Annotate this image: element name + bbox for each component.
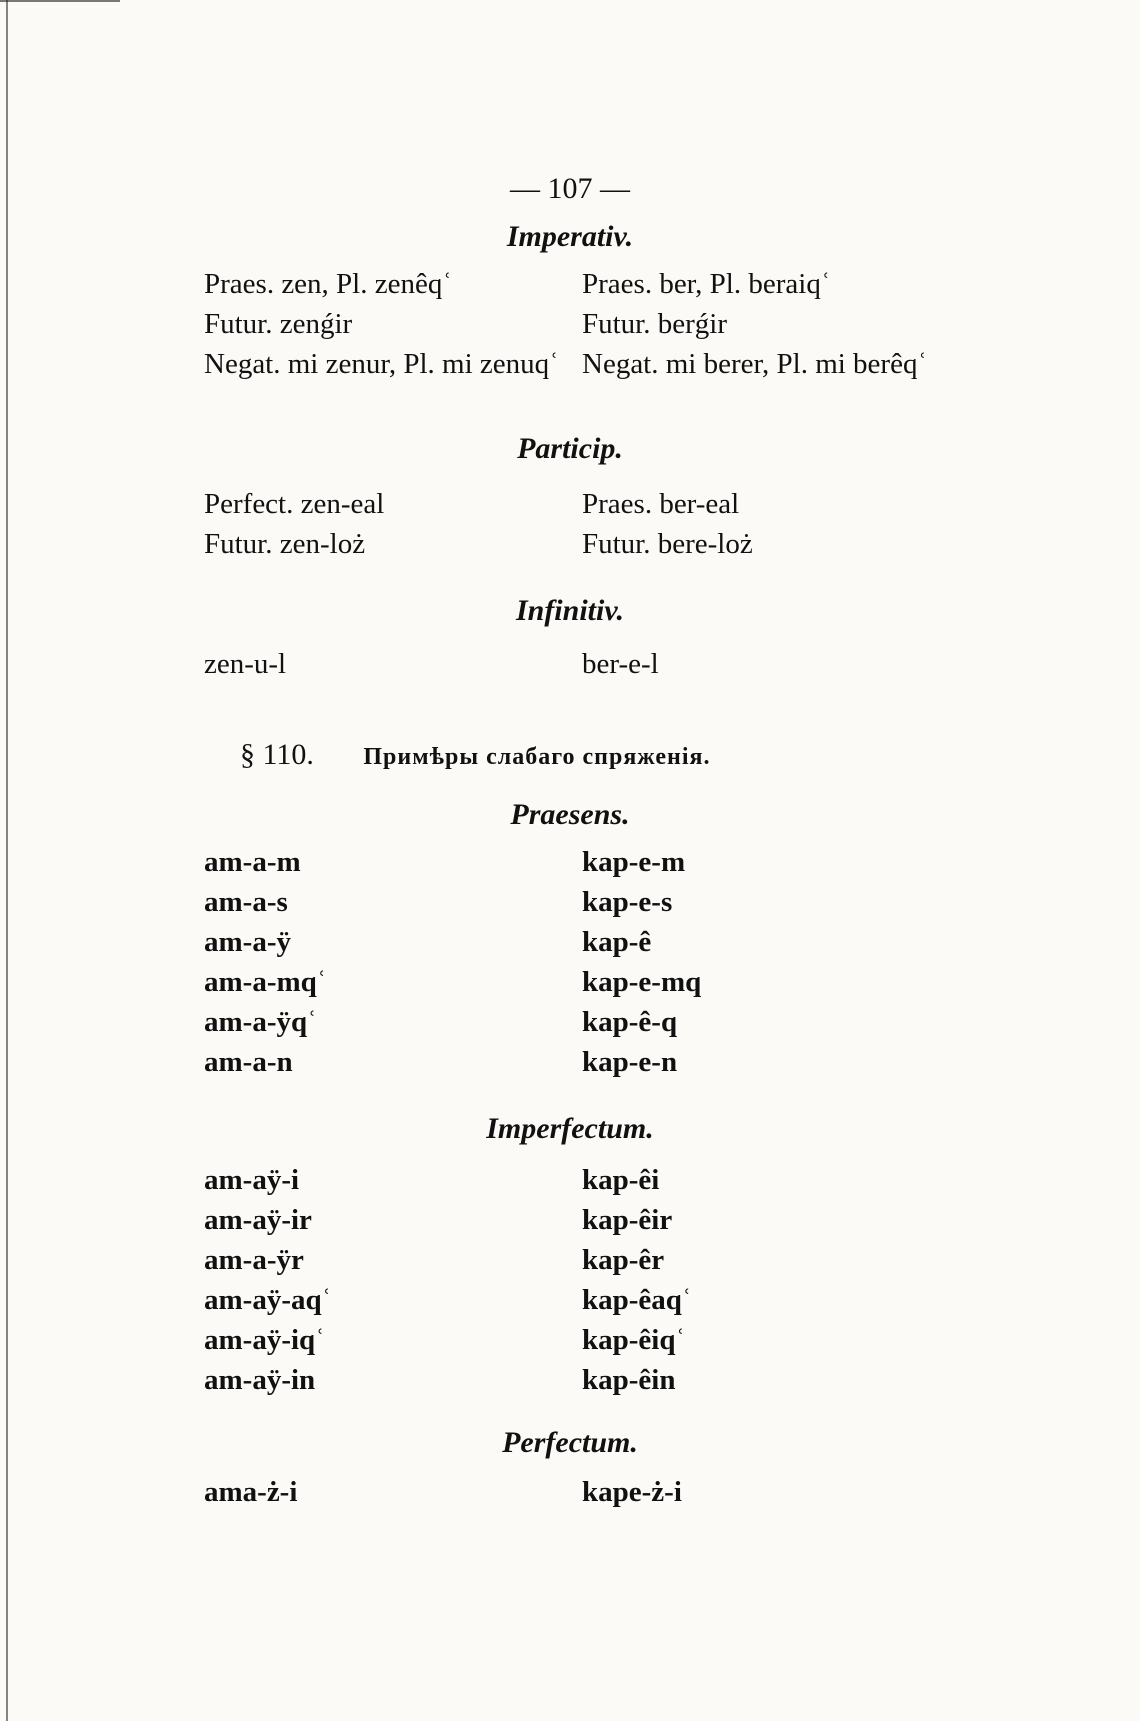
imperativ-right-line: Praes. ber, Pl. beraiqʿ xyxy=(582,268,831,300)
praesens-left-line: am-a-n xyxy=(204,1046,293,1078)
particip-left-line: Perfect. zen-eal xyxy=(204,488,385,520)
heading-imperfectum: Imperfectum. xyxy=(486,1112,654,1145)
heading-particip: Particip. xyxy=(517,432,623,465)
section-number: § 110. xyxy=(240,738,314,771)
heading-infinitiv: Infinitiv. xyxy=(515,594,625,627)
praesens-left-line: am-a-s xyxy=(204,886,288,918)
praesens-right-line: kap-ê xyxy=(582,926,652,958)
particip-right-line: Futur. bere-loż xyxy=(582,528,753,560)
imperfectum-left-line: am-aÿ-iqʿ xyxy=(204,1324,325,1356)
praesens-left-line: am-a-ÿ xyxy=(204,926,291,958)
praesens-right-line: kap-e-m xyxy=(582,846,686,878)
perfectum-left-line: ama-ż-i xyxy=(204,1476,298,1508)
imperfectum-right-line: kap-êi xyxy=(582,1164,660,1196)
perfectum-right-line: kape-ż-i xyxy=(582,1476,682,1508)
imperfectum-right-line: kap-êir xyxy=(582,1204,673,1236)
particip-right-line: Praes. ber-eal xyxy=(582,488,740,520)
section-title: Примѣры слабаго спряженія. xyxy=(363,744,711,770)
heading-praesens: Praesens. xyxy=(510,798,630,831)
praesens-right-line: kap-e-mq xyxy=(582,966,702,998)
imperativ-left-line: Negat. mi zenur, Pl. mi zenuqʿ xyxy=(204,348,559,380)
imperfectum-right-line: kap-êin xyxy=(582,1364,676,1396)
imperfectum-left-line: am-aÿ-i xyxy=(204,1164,300,1196)
imperativ-left-line: Praes. zen, Pl. zenêqʿ xyxy=(204,268,453,300)
page-top-edge-line xyxy=(0,0,120,2)
page-number: — 107 — xyxy=(510,172,630,205)
praesens-right-line: kap-e-s xyxy=(582,886,673,918)
heading-imperativ: Imperativ. xyxy=(506,220,634,253)
infinitiv-left-line: zen-u-l xyxy=(204,648,287,680)
imperfectum-left-line: am-aÿ-aqʿ xyxy=(204,1284,332,1316)
praesens-left-line: am-a-m xyxy=(204,846,301,878)
section-heading xyxy=(240,738,711,772)
heading-perfectum: Perfectum. xyxy=(502,1426,638,1459)
praesens-right-line: kap-e-n xyxy=(582,1046,678,1078)
imperativ-right-line: Futur. berǵir xyxy=(582,308,727,340)
imperfectum-right-line: kap-êaqʿ xyxy=(582,1284,692,1316)
imperfectum-right-line: kap-êr xyxy=(582,1244,665,1276)
imperativ-right-line: Negat. mi berer, Pl. mi berêqʿ xyxy=(582,348,928,380)
praesens-right-line: kap-ê-q xyxy=(582,1006,678,1038)
imperativ-left-line: Futur. zenǵir xyxy=(204,308,353,340)
imperfectum-left-line: am-aÿ-ir xyxy=(204,1204,312,1236)
page-edge-line xyxy=(6,0,8,1721)
infinitiv-right-line: ber-e-l xyxy=(582,648,659,680)
praesens-left-line: am-a-mqʿ xyxy=(204,966,327,998)
praesens-left-line: am-a-ÿqʿ xyxy=(204,1006,317,1038)
particip-left-line: Futur. zen-loż xyxy=(204,528,366,560)
imperfectum-left-line: am-a-ÿr xyxy=(204,1244,304,1276)
imperfectum-right-line: kap-êiqʿ xyxy=(582,1324,686,1356)
imperfectum-left-line: am-aÿ-in xyxy=(204,1364,316,1396)
